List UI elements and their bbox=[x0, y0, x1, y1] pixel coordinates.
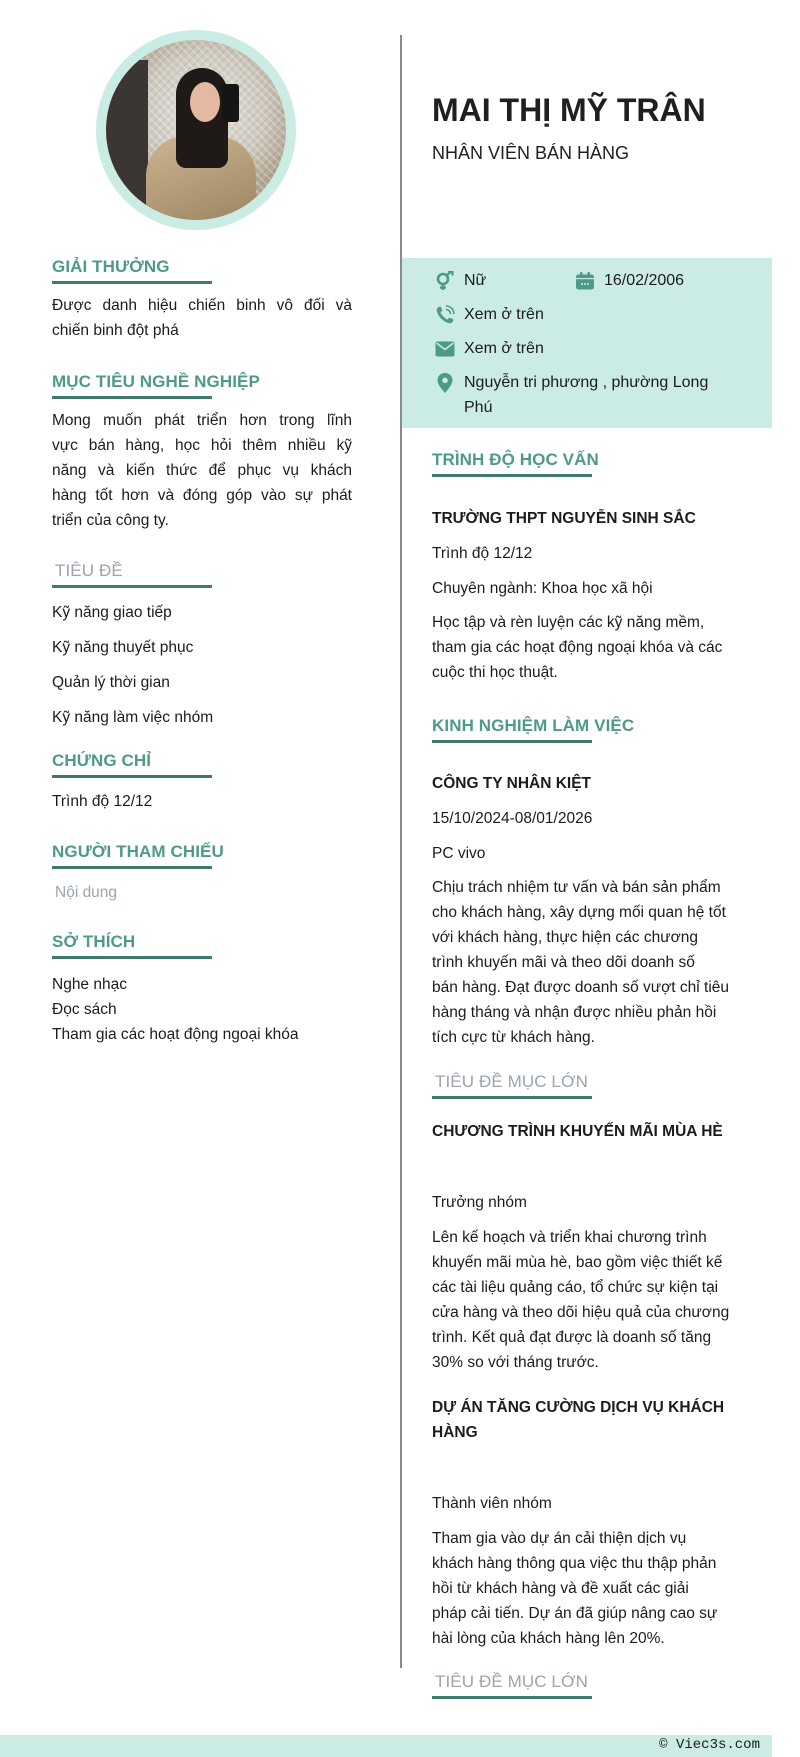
section-underline bbox=[432, 474, 592, 477]
education-desc-line: Học tập và rèn luyện các kỹ năng mềm, bbox=[432, 614, 705, 631]
experience-desc-line: Chịu trách nhiệm tư vấn và bán sản phẩm bbox=[432, 879, 721, 896]
project-desc-line: pháp cải tiến. Dự án đã giúp nâng cao sự bbox=[432, 1605, 718, 1622]
address-value bbox=[464, 370, 708, 420]
section-title-projects[interactable]: TIÊU ĐỀ MỤC LỚN bbox=[435, 1072, 589, 1091]
project-item bbox=[432, 1395, 762, 1651]
experience-desc-line: trình khuyến mãi và theo dõi doanh số bbox=[432, 954, 695, 971]
contact-email bbox=[434, 336, 544, 361]
photo-face bbox=[190, 82, 220, 122]
section-title-hobbies: SỞ THÍCH bbox=[52, 932, 136, 951]
contact-gender bbox=[434, 268, 486, 293]
project-desc-line: cửa hàng và theo dõi hiệu quả của chương bbox=[432, 1304, 730, 1321]
project-role: Trưởng nhóm bbox=[432, 1194, 527, 1211]
project-desc-line: hài lòng của khách hàng lên 20%. bbox=[432, 1630, 665, 1647]
section-underline bbox=[432, 740, 592, 743]
skill-item: Kỹ năng giao tiếp bbox=[52, 604, 172, 621]
section-underline bbox=[432, 1696, 592, 1699]
section-title-references: NGƯỜI THAM CHIẾU bbox=[52, 842, 224, 861]
location-pin-icon bbox=[434, 370, 456, 395]
awards-line-2: chiến binh đột phá bbox=[52, 322, 179, 339]
skill-item: Kỹ năng làm việc nhóm bbox=[52, 709, 214, 726]
section-title-extra[interactable]: TIÊU ĐỀ MỤC LỚN bbox=[435, 1672, 589, 1691]
project-name-line-1: DỰ ÁN TĂNG CƯỜNG DỊCH VỤ KHÁCH bbox=[432, 1399, 725, 1416]
objective-line-4: hàng tốt hơn và đóng góp vào sự phát bbox=[52, 487, 352, 504]
phone-icon bbox=[434, 302, 456, 327]
education-desc-line: tham gia các hoạt động ngoại khóa và các bbox=[432, 639, 723, 656]
certificate-item: Trình độ 12/12 bbox=[52, 793, 153, 810]
project-desc-line: Lên kế hoạch và triển khai chương trình bbox=[432, 1229, 707, 1246]
footer-bar bbox=[0, 1735, 772, 1757]
project-item bbox=[432, 1119, 762, 1375]
project-desc-line: trình. Kết quả đạt được là doanh số tăng bbox=[432, 1329, 712, 1346]
section-experience bbox=[432, 716, 762, 1050]
experience-desc-line: hàng tháng và nhận được nhiều phản hồi bbox=[432, 1004, 717, 1021]
candidate-name: MAI THỊ MỸ TRÂN bbox=[432, 92, 706, 128]
objective-line-5: triển của công ty. bbox=[52, 512, 169, 529]
project-name-line-2: HÀNG bbox=[432, 1424, 478, 1441]
skill-item: Kỹ năng thuyết phục bbox=[52, 639, 194, 656]
experience-desc-line: cho khách hàng, xây dựng mối quan hệ tốt bbox=[432, 904, 726, 921]
work-period: 15/10/2024-08/01/2026 bbox=[432, 810, 593, 827]
section-skills bbox=[52, 561, 352, 735]
contact-address bbox=[434, 370, 708, 420]
section-title-certificates: CHỨNG CHỈ bbox=[52, 751, 152, 770]
hobby-item: Tham gia các hoạt động ngoại khóa bbox=[52, 1026, 299, 1043]
avatar-photo[interactable] bbox=[106, 40, 286, 220]
photo-door bbox=[106, 60, 148, 210]
hobby-item: Nghe nhạc bbox=[52, 976, 127, 993]
project-name: CHƯƠNG TRÌNH KHUYẾN MÃI MÙA HÈ bbox=[432, 1123, 723, 1140]
project-desc-line: hồi từ khách hàng và đề xuất các giải bbox=[432, 1580, 689, 1597]
project-desc-line: khách hàng thông qua việc thu thập phản bbox=[432, 1555, 717, 1572]
section-awards bbox=[52, 257, 352, 343]
section-title-education: TRÌNH ĐỘ HỌC VẤN bbox=[432, 450, 599, 469]
experience-desc-line: tích cực từ khách hàng. bbox=[432, 1029, 595, 1046]
experience-desc-line: với khách hàng, thực hiện các chương bbox=[432, 929, 698, 946]
school-name: TRƯỜNG THPT NGUYỄN SINH SẮC bbox=[432, 510, 696, 527]
section-underline bbox=[52, 956, 212, 959]
section-extra bbox=[432, 1672, 762, 1699]
section-underline bbox=[52, 396, 212, 399]
project-desc-line: Tham gia vào dự án cải thiện dịch vụ bbox=[432, 1530, 687, 1547]
footer-copyright: © Viec3s.com bbox=[659, 1737, 760, 1753]
section-title-objective: MỤC TIÊU NGHỀ NGHIỆP bbox=[52, 372, 260, 391]
work-position: PC vivo bbox=[432, 845, 486, 862]
section-title-awards: GIẢI THƯỞNG bbox=[52, 257, 170, 276]
hobby-item: Đọc sách bbox=[52, 1001, 117, 1018]
section-projects bbox=[432, 1072, 762, 1651]
section-underline bbox=[432, 1096, 592, 1099]
section-title-skills[interactable]: TIÊU ĐỀ bbox=[55, 561, 123, 580]
education-desc-line: cuộc thi học thuật. bbox=[432, 664, 558, 681]
education-major: Chuyên ngành: Khoa học xã hội bbox=[432, 580, 653, 597]
candidate-job-title: NHÂN VIÊN BÁN HÀNG bbox=[432, 143, 630, 163]
section-education bbox=[432, 450, 762, 685]
objective-line-2: vực bán hàng, học hỏi thêm nhiều kỹ bbox=[52, 437, 352, 454]
section-underline bbox=[52, 775, 212, 778]
project-role: Thành viên nhóm bbox=[432, 1495, 552, 1512]
address-line-2: Phú bbox=[464, 399, 493, 416]
skill-item: Quản lý thời gian bbox=[52, 674, 170, 691]
experience-desc-line: bán hàng. Đạt được doanh số vượt chỉ tiêu bbox=[432, 979, 730, 996]
project-desc-line: 30% so với tháng trước. bbox=[432, 1354, 599, 1371]
section-underline bbox=[52, 866, 212, 869]
section-hobbies bbox=[52, 932, 352, 1047]
address-line-1: Nguyễn tri phương , phường Long bbox=[464, 374, 709, 391]
gender-icon bbox=[434, 268, 456, 293]
contact-birthday bbox=[574, 268, 684, 293]
awards-line-1: Được danh hiệu chiến binh vô đối và bbox=[52, 297, 352, 314]
references-placeholder[interactable]: Nội dung bbox=[55, 884, 118, 901]
section-certificates bbox=[52, 751, 352, 814]
company-name: CÔNG TY NHÂN KIỆT bbox=[432, 775, 592, 792]
email-icon bbox=[434, 336, 456, 361]
email-value[interactable]: Xem ở trên bbox=[464, 340, 544, 357]
calendar-icon bbox=[574, 268, 596, 293]
section-underline bbox=[52, 281, 212, 284]
section-title-experience: KINH NGHIỆM LÀM VIỆC bbox=[432, 716, 635, 735]
phone-value[interactable]: Xem ở trên bbox=[464, 306, 544, 323]
project-desc-line: các tài liệu quảng cáo, tổ chức sự kiện tại bbox=[432, 1279, 719, 1296]
objective-line-3: năng và kiến thức để phục vụ khách bbox=[52, 462, 352, 479]
section-underline bbox=[52, 585, 212, 588]
section-references bbox=[52, 842, 352, 905]
photo-phone bbox=[222, 84, 239, 122]
education-level: Trình độ 12/12 bbox=[432, 545, 533, 562]
birthday-value: 16/02/2006 bbox=[604, 272, 685, 289]
objective-line-1: Mong muốn phát triển hơn trong lĩnh bbox=[52, 412, 352, 429]
contact-phone bbox=[434, 302, 544, 327]
contact-info-box bbox=[402, 258, 772, 428]
gender-value: Nữ bbox=[464, 272, 487, 289]
project-desc-line: khuyến mãi mùa hè, bao gồm việc thiết kế bbox=[432, 1254, 723, 1271]
avatar-frame bbox=[96, 30, 296, 230]
section-objective bbox=[52, 372, 352, 533]
